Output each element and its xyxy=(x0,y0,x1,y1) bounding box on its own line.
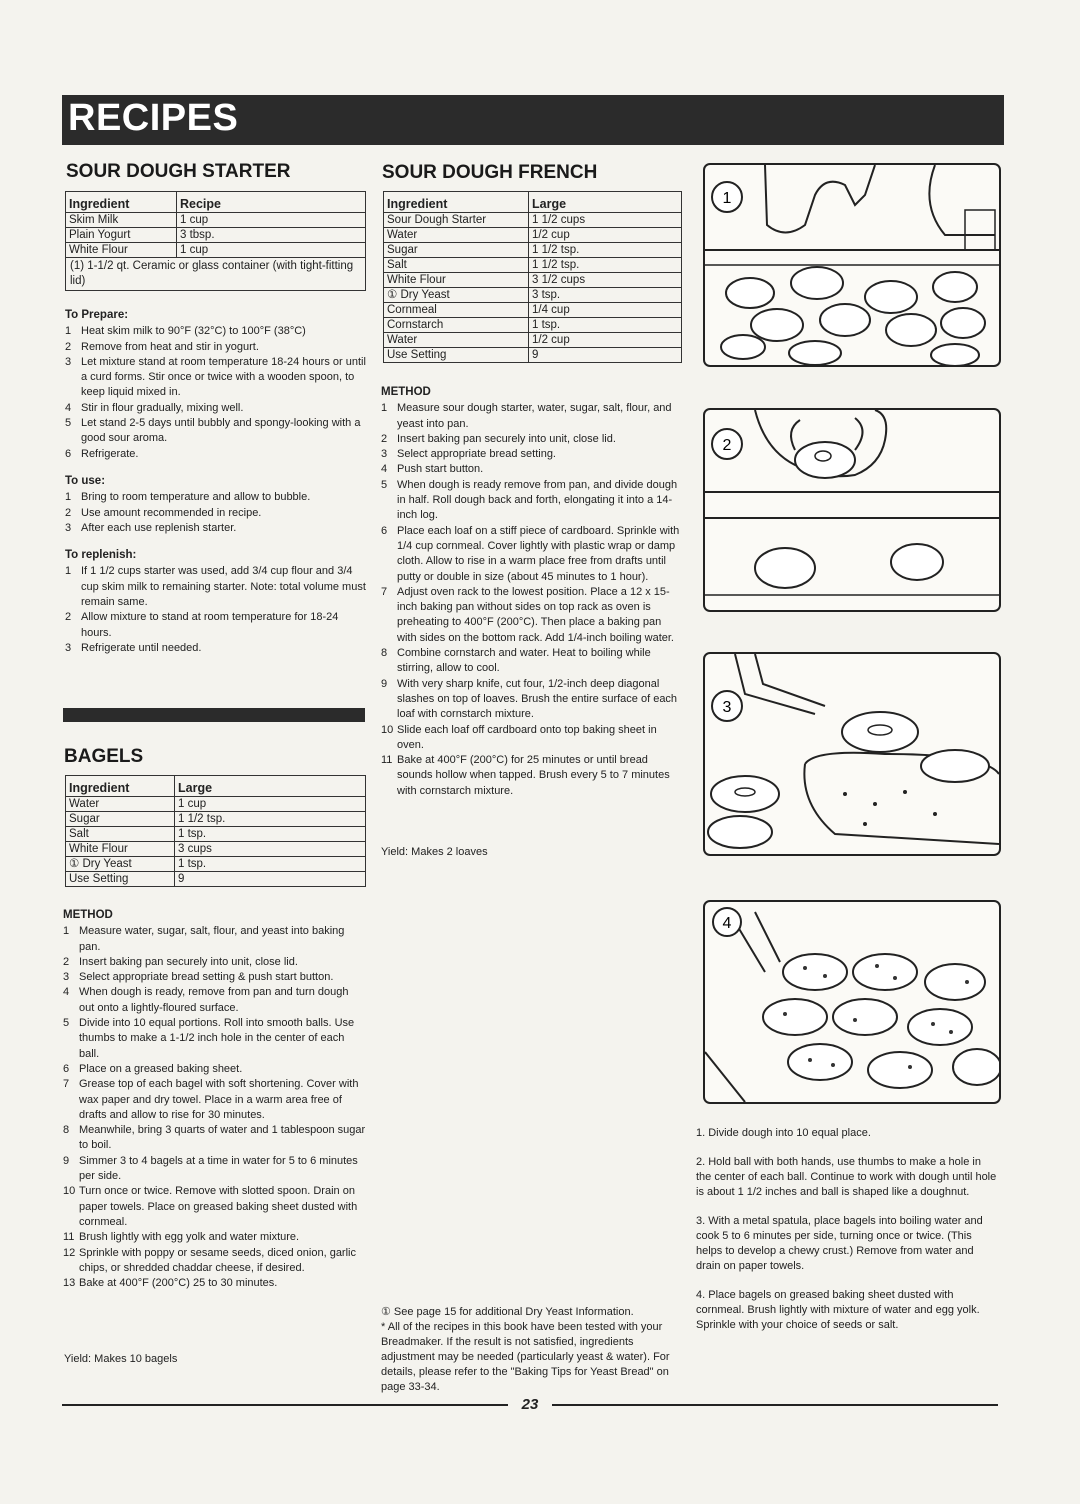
table-cell: 1 cup xyxy=(177,213,366,228)
table-header: Ingredient xyxy=(66,776,175,797)
footnote-yeast: ① See page 15 for additional Dry Yeast Information. xyxy=(381,1306,634,1318)
table-cell: 3 cups xyxy=(175,842,366,857)
list-item: 8 Meanwhile, bring 3 quarts of water and 1 tablespoon sugar to boil. xyxy=(63,1124,366,1152)
french-yield: Yield: Makes 2 loaves xyxy=(381,846,488,858)
list-item: 13 Bake at 400°F (200°C) 25 to 30 minutes. xyxy=(63,1277,278,1290)
table-cell: Use Setting xyxy=(66,872,175,887)
list-item: 2 Insert baking pan securely into unit, close lid. xyxy=(381,432,616,445)
caption-step-2: 2. Hold ball with both hands, use thumbs to make a hole in the center of each ball. Continue to work with dough until hole is about 1 1/2 inches and ball is shaped like a doughnut. xyxy=(696,1156,997,1198)
list-item: 11 Bake at 400°F (200°C) for 25 minutes or until bread sounds hollow when tapped. Brush every 5 to 7 minutes with cornstarch mixture. xyxy=(381,754,670,797)
table-cell: Sugar xyxy=(384,243,529,258)
list-item: 10 Slide each loaf off cardboard onto top baking sheet in oven. xyxy=(381,723,657,751)
replenish-heading: To replenish: xyxy=(65,549,137,562)
list-item: 4 When dough is ready, remove from pan and turn dough out onto a lightly-floured surface. xyxy=(63,986,349,1014)
table-cell: 3 tbsp. xyxy=(177,228,366,243)
footnote-tested: * All of the recipes in this book have been tested with your Breadmaker. If the result is not satisfied, ingredients adjustment may be needed (particularly yeast & water). For details, please refer to the "Baking Tips for Yeast Bread" on page 33-34. xyxy=(381,1321,670,1393)
table-header: Recipe xyxy=(177,192,366,213)
shaping-bagel-icon xyxy=(705,410,999,610)
method-heading: METHOD xyxy=(63,909,113,921)
caption-step-3: 3. With a metal spatula, place bagels into boiling water and cook 5 to 6 minutes per side, turning once or twice. (This helps to develop a chewy crust.) Remove from water and drain on paper towels. xyxy=(696,1215,983,1272)
table-cell: 3 tsp. xyxy=(529,288,682,303)
list-item: 7 Adjust oven rack to the lowest position. Place a 12 x 15-inch baking pan without sides on top rack as oven is preheating to 400°F (200°C). Then place a baking pan with sides on the bottom rack. Add 1/4-inch boiling water. xyxy=(381,585,674,644)
table-cell: Water xyxy=(384,228,529,243)
bagels-ingredient-table xyxy=(65,775,366,887)
svg-text:4: 4 xyxy=(722,915,732,932)
table-row xyxy=(66,857,366,872)
table-row xyxy=(384,273,682,288)
container-note: (1) 1-1/2 qt. Ceramic or glass container (with tight-fitting lid) xyxy=(66,258,366,291)
svg-text:2: 2 xyxy=(722,437,732,454)
illustration-captions xyxy=(696,1126,998,1347)
table-cell: 1 1/2 tsp. xyxy=(529,258,682,273)
table-header: Ingredient xyxy=(66,192,177,213)
prepare-heading: To Prepare: xyxy=(65,309,129,321)
method-steps xyxy=(381,401,683,799)
table-cell: Water xyxy=(66,797,175,812)
use-steps xyxy=(65,490,367,536)
footer-rule-left xyxy=(62,1404,508,1406)
starter-title: SOUR DOUGH STARTER xyxy=(66,161,291,182)
table-cell: Cornmeal xyxy=(384,303,529,318)
table-row xyxy=(384,288,682,303)
list-item: 9 With very sharp knife, cut four, 1/2-inch deep diagonal slashes on top of loaves. Brush the entire surface of each loaf with cornstarch mixture. xyxy=(381,677,678,721)
table-row xyxy=(66,213,366,228)
list-item: 6 Place on a greased baking sheet. xyxy=(63,1062,243,1075)
table-cell: 9 xyxy=(529,348,682,363)
use-heading: To use: xyxy=(65,474,106,487)
list-item: 12 Sprinkle with poppy or sesame seeds, diced onion, garlic chips, or shredded chaddar cheese, if desired. xyxy=(63,1246,356,1274)
table-cell: 1 cup xyxy=(177,243,366,258)
recipes-banner xyxy=(62,95,1004,145)
prepare-steps xyxy=(65,324,367,462)
table-header: Large xyxy=(529,192,682,213)
table-cell: 1 cup xyxy=(175,797,366,812)
table-cell: 1/4 cup xyxy=(529,303,682,318)
caption-step-1: 1. Divide dough into 10 equal place. xyxy=(696,1127,871,1139)
list-item: 2 Allow mixture to stand at room temperature for 18-24 hours. xyxy=(65,611,339,639)
table-cell: Salt xyxy=(384,258,529,273)
section-divider xyxy=(63,708,365,722)
list-item: 4 Push start button. xyxy=(381,463,484,476)
table-cell: 1/2 cup xyxy=(529,228,682,243)
replenish-steps xyxy=(65,564,367,656)
table-header: Large xyxy=(175,776,366,797)
list-item: 10 Turn once or twice. Remove with slotted spoon. Drain on paper towels. Place on greased baking sheet dusted with cornmeal. xyxy=(63,1185,358,1228)
list-item: 3 Select appropriate bread setting. xyxy=(381,448,556,461)
table-cell: White Flour xyxy=(384,273,529,288)
list-item: 2 Use amount recommended in recipe. xyxy=(65,506,262,519)
table-row xyxy=(384,333,682,348)
bagels-method xyxy=(63,902,366,1291)
illustration-step-1 xyxy=(703,163,1001,367)
table-row xyxy=(66,812,366,827)
table-cell: ① Dry Yeast xyxy=(66,857,175,872)
table-cell: Cornstarch xyxy=(384,318,529,333)
list-item: 3 Refrigerate until needed. xyxy=(65,641,202,654)
page-number: 23 xyxy=(521,1396,539,1413)
list-item: 1 Measure water, sugar, salt, flour, and yeast into baking pan. xyxy=(63,925,345,953)
starter-ingredient-table xyxy=(65,191,366,291)
caption-step-4: 4. Place bagels on greased baking sheet dusted with cornmeal. Brush lightly with mixture of water and egg yolk. Sprinkle with your choice of seeds or salt. xyxy=(696,1289,980,1331)
table-row xyxy=(66,228,366,243)
list-item: 1 Measure sour dough starter, water, sugar, salt, flour, and yeast into pan. xyxy=(381,402,672,430)
footer-rule-right xyxy=(552,1404,998,1406)
list-item: 5 Let stand 2-5 days until bubbly and spongy-looking with a good sour aroma. xyxy=(65,417,361,445)
table-cell: Water xyxy=(384,333,529,348)
boiling-bagels-icon xyxy=(705,654,999,854)
table-cell: Plain Yogurt xyxy=(66,228,177,243)
list-item: 6 Refrigerate. xyxy=(65,447,139,460)
table-cell: Salt xyxy=(66,827,175,842)
table-cell: Sour Dough Starter xyxy=(384,213,529,228)
table-row xyxy=(384,258,682,273)
table-row xyxy=(384,213,682,228)
list-item: 11 Brush lightly with egg yolk and water mixture. xyxy=(63,1231,300,1244)
table-cell: 9 xyxy=(175,872,366,887)
table-cell: Use Setting xyxy=(384,348,529,363)
list-item: 4 Stir in flour gradually, mixing well. xyxy=(65,401,244,414)
table-header: Ingredient xyxy=(384,192,529,213)
table-row xyxy=(66,797,366,812)
french-method xyxy=(381,379,683,799)
table-row xyxy=(66,842,366,857)
list-item: 1 Heat skim milk to 90°F (32°C) to 100°F (38°C) xyxy=(65,325,306,338)
list-item: 5 When dough is ready remove from pan, and divide dough in half. Roll dough back and forth, elongating it into a 14-inch log. xyxy=(381,478,678,522)
table-cell: White Flour xyxy=(66,243,177,258)
french-title: SOUR DOUGH FRENCH xyxy=(382,162,598,183)
table-row xyxy=(66,827,366,842)
table-cell: White Flour xyxy=(66,842,175,857)
table-row xyxy=(384,318,682,333)
method-steps xyxy=(63,924,366,1291)
table-cell: ① Dry Yeast xyxy=(384,288,529,303)
illustration-step-3 xyxy=(703,652,1001,856)
table-row xyxy=(384,348,682,363)
table-cell: 1/2 cup xyxy=(529,333,682,348)
list-item: 3 After each use replenish starter. xyxy=(65,521,237,534)
table-cell: 1 tsp. xyxy=(529,318,682,333)
svg-text:3: 3 xyxy=(722,699,732,716)
table-row xyxy=(384,303,682,318)
table-cell: 1 1/2 cups xyxy=(529,213,682,228)
table-cell: 1 1/2 tsp. xyxy=(175,812,366,827)
table-cell: 1 tsp. xyxy=(175,857,366,872)
dividing-dough-icon xyxy=(705,165,999,365)
table-cell: 1 1/2 tsp. xyxy=(529,243,682,258)
table-row xyxy=(66,872,366,887)
table-row xyxy=(66,243,366,258)
table-row xyxy=(66,258,366,291)
table-cell: Skim Milk xyxy=(66,213,177,228)
list-item: 9 Simmer 3 to 4 bagels at a time in water for 5 to 6 minutes per side. xyxy=(63,1154,358,1183)
list-item: 2 Insert baking pan securely into unit, close lid. xyxy=(63,955,298,968)
banner-title: RECIPES xyxy=(68,97,239,139)
list-item: 1 If 1 1/2 cups starter was used, add 3/4 cup flour and 3/4 cup skim milk to remaining starter. Note: total volume must remain same. xyxy=(65,565,366,609)
list-item: 3 Let mixture stand at room temperature 18-24 hours or until a curd forms. Stir once or twice with a wooden spoon, to keep liquid mixed in. xyxy=(65,355,366,399)
bagels-title: BAGELS xyxy=(64,746,144,767)
footnote xyxy=(381,1305,683,1395)
svg-text:1: 1 xyxy=(722,190,732,207)
method-heading: METHOD xyxy=(381,386,431,398)
illustration-step-4 xyxy=(703,900,1001,1104)
illustration-step-2 xyxy=(703,408,1001,612)
starter-instructions xyxy=(65,302,367,656)
table-cell: 1 tsp. xyxy=(175,827,366,842)
seeding-bagels-icon xyxy=(705,902,999,1102)
bagels-yield: Yield: Makes 10 bagels xyxy=(64,1353,178,1365)
list-item: 8 Combine cornstarch and water. Heat to boiling while stirring, allow to cool. xyxy=(381,647,651,675)
list-item: 5 Divide into 10 equal portions. Roll into smooth balls. Use thumbs to make a 1-1/2 inch hole in the center of each ball. xyxy=(63,1017,355,1060)
list-item: 1 Bring to room temperature and allow to bubble. xyxy=(65,491,311,504)
list-item: 6 Place each loaf on a stiff piece of cardboard. Sprinkle with 1/4 cup cornmeal. Cover lightly with plastic wrap or damp cloth. Allow to rise in a warm place free from drafts until putty or double in size (about 45 minutes to 1 hour). xyxy=(381,524,680,583)
list-item: 2 Remove from heat and stir in yogurt. xyxy=(65,340,259,353)
table-row xyxy=(384,243,682,258)
list-item: 7 Grease top of each bagel with soft shortening. Cover with wax paper and dry towel. Place in a warm area free of drafts and allow to rise for 30 minutes. xyxy=(63,1078,359,1121)
table-cell: Sugar xyxy=(66,812,175,827)
table-cell: 3 1/2 cups xyxy=(529,273,682,288)
french-ingredient-table xyxy=(383,191,682,363)
list-item: 3 Select appropriate bread setting & push start button. xyxy=(63,971,334,984)
table-row xyxy=(384,228,682,243)
